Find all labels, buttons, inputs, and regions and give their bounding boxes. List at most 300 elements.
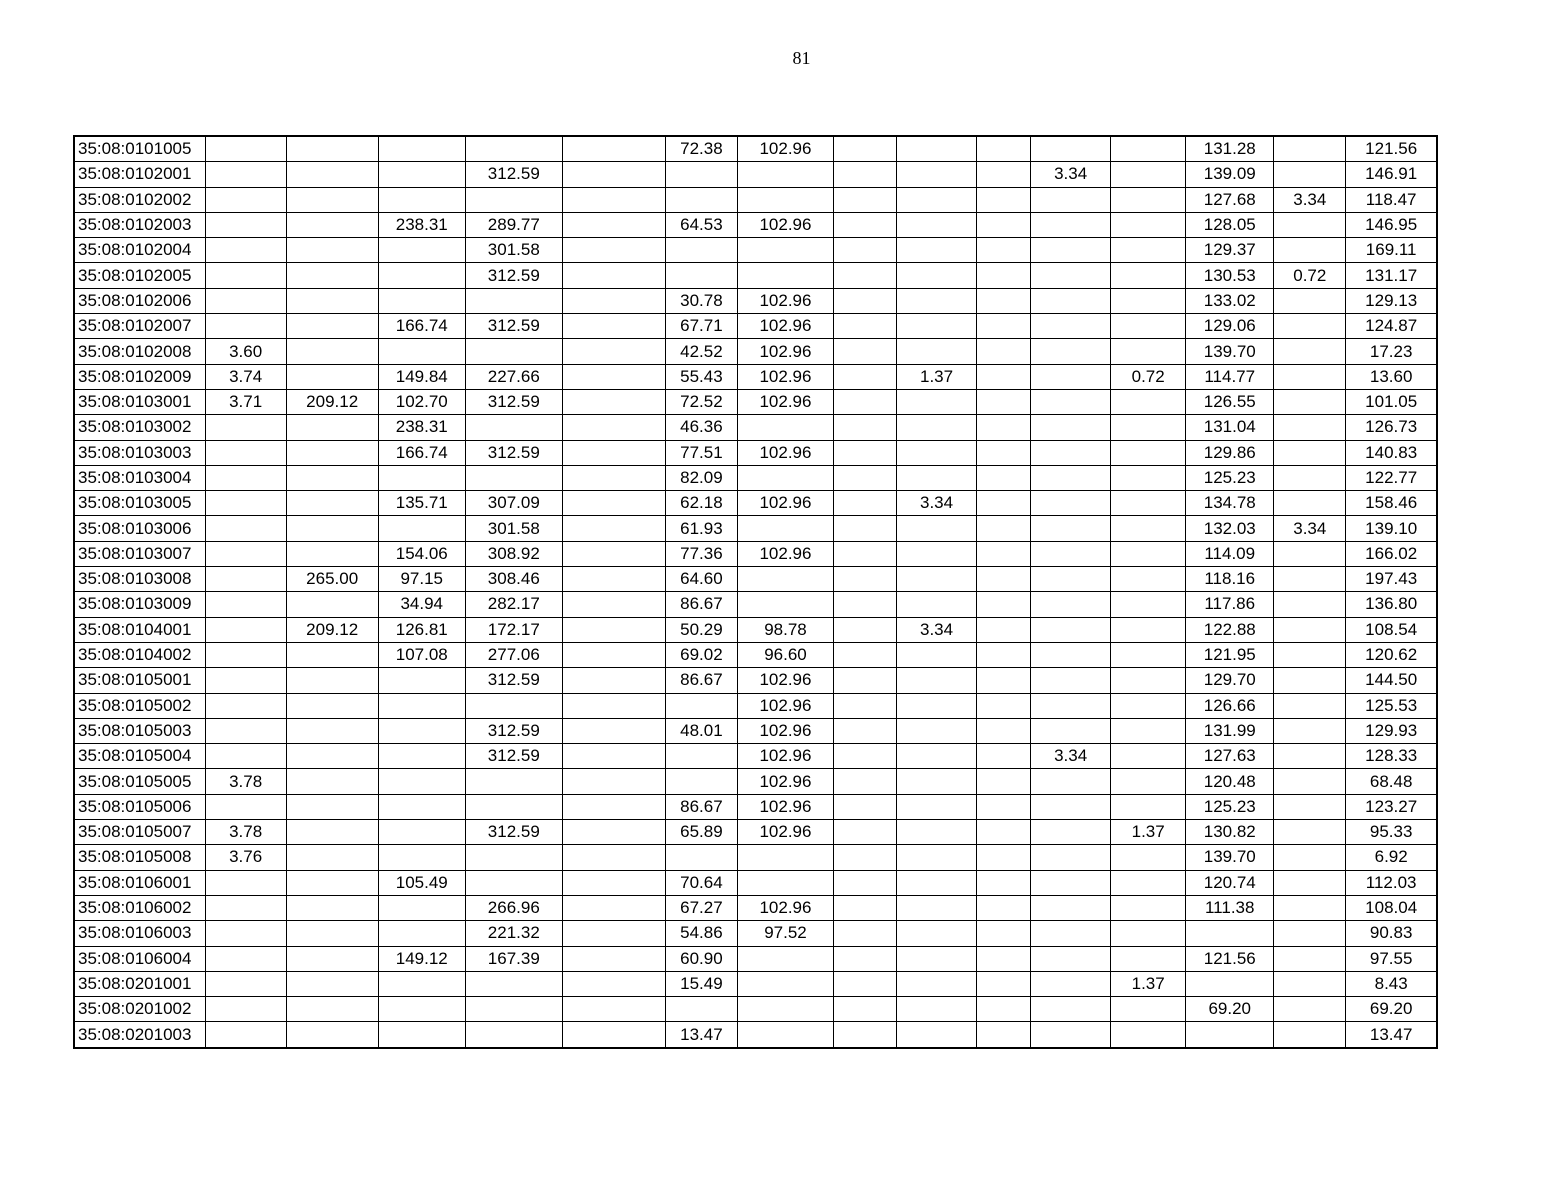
value-cell <box>1274 617 1346 642</box>
value-cell <box>286 364 378 389</box>
value-cell <box>1111 389 1186 414</box>
value-cell <box>834 845 897 870</box>
value-cell <box>378 136 465 162</box>
value-cell <box>1111 465 1186 490</box>
value-cell: 102.96 <box>737 794 833 819</box>
value-cell <box>205 668 286 693</box>
value-cell <box>1274 541 1346 566</box>
value-cell <box>205 491 286 516</box>
value-cell <box>897 440 977 465</box>
value-cell <box>286 668 378 693</box>
value-cell: 139.09 <box>1186 162 1274 187</box>
value-cell <box>977 820 1031 845</box>
value-cell <box>286 212 378 237</box>
value-cell <box>1111 592 1186 617</box>
value-cell <box>834 162 897 187</box>
cadastral-id-cell: 35:08:0104001 <box>74 617 205 642</box>
table-row <box>74 794 1437 819</box>
value-cell <box>1274 238 1346 263</box>
value-cell <box>977 339 1031 364</box>
value-cell <box>1274 769 1346 794</box>
value-cell <box>562 642 665 667</box>
value-cell <box>977 162 1031 187</box>
table-row <box>74 592 1437 617</box>
value-cell: 149.84 <box>378 364 465 389</box>
value-cell <box>834 491 897 516</box>
value-cell <box>1111 718 1186 743</box>
cadastral-id-cell: 35:08:0105002 <box>74 693 205 718</box>
value-cell <box>834 263 897 288</box>
value-cell <box>1274 820 1346 845</box>
value-cell <box>1031 693 1111 718</box>
value-cell: 102.96 <box>737 769 833 794</box>
value-cell <box>562 820 665 845</box>
value-cell <box>1111 921 1186 946</box>
value-cell <box>378 820 465 845</box>
value-cell: 277.06 <box>465 642 562 667</box>
value-cell <box>1111 870 1186 895</box>
value-cell <box>977 946 1031 971</box>
value-cell <box>1031 921 1111 946</box>
value-cell <box>737 845 833 870</box>
value-cell <box>834 744 897 769</box>
cadastral-id-cell: 35:08:0105008 <box>74 845 205 870</box>
value-cell <box>1111 212 1186 237</box>
value-cell: 77.36 <box>665 541 737 566</box>
value-cell: 117.86 <box>1186 592 1274 617</box>
value-cell <box>465 845 562 870</box>
value-cell: 34.94 <box>378 592 465 617</box>
value-cell <box>562 465 665 490</box>
value-cell <box>1274 997 1346 1022</box>
value-cell <box>1274 794 1346 819</box>
value-cell: 3.76 <box>205 845 286 870</box>
value-cell <box>1031 440 1111 465</box>
value-cell <box>562 971 665 996</box>
cadastral-id-cell: 35:08:0102003 <box>74 212 205 237</box>
value-cell: 172.17 <box>465 617 562 642</box>
value-cell <box>737 238 833 263</box>
value-cell <box>205 718 286 743</box>
table-row <box>74 744 1437 769</box>
value-cell <box>1031 617 1111 642</box>
value-cell <box>977 642 1031 667</box>
value-cell <box>562 339 665 364</box>
value-cell <box>1111 491 1186 516</box>
table-row <box>74 136 1437 162</box>
value-cell <box>562 263 665 288</box>
value-cell <box>1031 567 1111 592</box>
value-cell <box>665 693 737 718</box>
value-cell: 139.70 <box>1186 339 1274 364</box>
value-cell: 312.59 <box>465 820 562 845</box>
value-cell <box>1111 440 1186 465</box>
value-cell: 140.83 <box>1346 440 1437 465</box>
value-cell <box>562 693 665 718</box>
value-cell <box>1031 212 1111 237</box>
value-cell <box>897 465 977 490</box>
value-cell <box>834 288 897 313</box>
value-cell <box>286 820 378 845</box>
table-row <box>74 288 1437 313</box>
value-cell <box>977 744 1031 769</box>
value-cell <box>665 997 737 1022</box>
value-cell <box>1031 516 1111 541</box>
value-cell: 121.95 <box>1186 642 1274 667</box>
value-cell <box>897 339 977 364</box>
value-cell: 95.33 <box>1346 820 1437 845</box>
value-cell: 125.23 <box>1186 794 1274 819</box>
value-cell <box>1111 744 1186 769</box>
value-cell: 102.96 <box>737 288 833 313</box>
value-cell: 312.59 <box>465 162 562 187</box>
cadastral-id-cell: 35:08:0103003 <box>74 440 205 465</box>
value-cell <box>834 592 897 617</box>
value-cell: 48.01 <box>665 718 737 743</box>
value-cell <box>286 592 378 617</box>
value-cell <box>1031 415 1111 440</box>
cadastral-id-cell: 35:08:0104002 <box>74 642 205 667</box>
value-cell: 102.96 <box>737 440 833 465</box>
value-cell: 167.39 <box>465 946 562 971</box>
value-cell <box>897 238 977 263</box>
table-body <box>74 136 1437 1048</box>
value-cell <box>1111 617 1186 642</box>
value-cell: 112.03 <box>1346 870 1437 895</box>
value-cell <box>977 1022 1031 1048</box>
value-cell <box>1031 364 1111 389</box>
value-cell: 135.71 <box>378 491 465 516</box>
value-cell <box>378 693 465 718</box>
table-row <box>74 668 1437 693</box>
value-cell <box>834 769 897 794</box>
value-cell: 221.32 <box>465 921 562 946</box>
cadastral-id-cell: 35:08:0102007 <box>74 314 205 339</box>
value-cell <box>1111 997 1186 1022</box>
value-cell <box>977 314 1031 339</box>
cadastral-id-cell: 35:08:0103002 <box>74 415 205 440</box>
table-row <box>74 516 1437 541</box>
value-cell <box>378 162 465 187</box>
value-cell: 128.33 <box>1346 744 1437 769</box>
value-cell: 46.36 <box>665 415 737 440</box>
value-cell <box>1111 668 1186 693</box>
value-cell <box>834 465 897 490</box>
value-cell: 265.00 <box>286 567 378 592</box>
value-cell <box>205 516 286 541</box>
value-cell: 134.78 <box>1186 491 1274 516</box>
table-row <box>74 845 1437 870</box>
table-row <box>74 971 1437 996</box>
cadastral-id-cell: 35:08:0102001 <box>74 162 205 187</box>
value-cell <box>897 794 977 819</box>
value-cell <box>286 769 378 794</box>
table-row <box>74 895 1437 920</box>
value-cell <box>834 541 897 566</box>
value-cell <box>1111 162 1186 187</box>
value-cell <box>834 238 897 263</box>
value-cell <box>562 136 665 162</box>
value-cell <box>205 465 286 490</box>
value-cell <box>1274 845 1346 870</box>
value-cell <box>1031 845 1111 870</box>
value-cell: 30.78 <box>665 288 737 313</box>
value-cell <box>1031 592 1111 617</box>
table-row <box>74 617 1437 642</box>
value-cell: 111.38 <box>1186 895 1274 920</box>
value-cell <box>205 162 286 187</box>
value-cell <box>562 744 665 769</box>
value-cell <box>1274 364 1346 389</box>
value-cell <box>1031 946 1111 971</box>
value-cell <box>1186 971 1274 996</box>
value-cell <box>897 314 977 339</box>
value-cell: 97.55 <box>1346 946 1437 971</box>
value-cell <box>834 1022 897 1048</box>
value-cell <box>897 744 977 769</box>
page-number: 81 <box>792 48 811 68</box>
value-cell <box>378 516 465 541</box>
value-cell: 127.63 <box>1186 744 1274 769</box>
value-cell <box>977 212 1031 237</box>
value-cell <box>205 997 286 1022</box>
value-cell <box>465 339 562 364</box>
value-cell <box>1274 870 1346 895</box>
value-cell <box>465 415 562 440</box>
value-cell: 67.27 <box>665 895 737 920</box>
value-cell: 129.13 <box>1346 288 1437 313</box>
value-cell: 90.83 <box>1346 921 1437 946</box>
value-cell: 289.77 <box>465 212 562 237</box>
value-cell: 166.74 <box>378 440 465 465</box>
cadastral-id-cell: 35:08:0103007 <box>74 541 205 566</box>
value-cell <box>1111 845 1186 870</box>
value-cell <box>834 212 897 237</box>
value-cell <box>1111 1022 1186 1048</box>
value-cell: 102.96 <box>737 339 833 364</box>
table-row <box>74 238 1437 263</box>
value-cell <box>1274 921 1346 946</box>
value-cell <box>465 1022 562 1048</box>
value-cell: 3.78 <box>205 820 286 845</box>
value-cell <box>205 440 286 465</box>
value-cell: 96.60 <box>737 642 833 667</box>
value-cell <box>897 693 977 718</box>
value-cell <box>286 136 378 162</box>
value-cell <box>1274 642 1346 667</box>
value-cell <box>205 288 286 313</box>
value-cell <box>834 946 897 971</box>
value-cell <box>737 1022 833 1048</box>
value-cell: 77.51 <box>665 440 737 465</box>
value-cell <box>1274 491 1346 516</box>
value-cell: 120.74 <box>1186 870 1274 895</box>
value-cell: 301.58 <box>465 238 562 263</box>
value-cell <box>1274 415 1346 440</box>
value-cell <box>1031 769 1111 794</box>
value-cell <box>1031 895 1111 920</box>
value-cell <box>205 946 286 971</box>
value-cell: 3.34 <box>1031 162 1111 187</box>
value-cell <box>1031 642 1111 667</box>
cadastral-id-cell: 35:08:0102009 <box>74 364 205 389</box>
value-cell <box>977 136 1031 162</box>
value-cell <box>1031 491 1111 516</box>
value-cell <box>286 718 378 743</box>
value-cell <box>1111 794 1186 819</box>
value-cell <box>977 693 1031 718</box>
data-table <box>73 135 1438 1049</box>
value-cell <box>1274 465 1346 490</box>
value-cell <box>737 516 833 541</box>
value-cell: 82.09 <box>665 465 737 490</box>
value-cell <box>1031 339 1111 364</box>
value-cell <box>977 870 1031 895</box>
cadastral-id-cell: 35:08:0102005 <box>74 263 205 288</box>
value-cell <box>562 769 665 794</box>
value-cell: 118.16 <box>1186 567 1274 592</box>
value-cell <box>378 997 465 1022</box>
value-cell <box>562 364 665 389</box>
value-cell <box>205 136 286 162</box>
value-cell <box>562 718 665 743</box>
value-cell <box>1031 288 1111 313</box>
value-cell: 86.67 <box>665 668 737 693</box>
value-cell: 0.72 <box>1274 263 1346 288</box>
table-row <box>74 769 1437 794</box>
value-cell: 102.96 <box>737 491 833 516</box>
value-cell <box>286 491 378 516</box>
value-cell <box>977 718 1031 743</box>
value-cell <box>562 946 665 971</box>
value-cell: 108.54 <box>1346 617 1437 642</box>
value-cell: 154.06 <box>378 541 465 566</box>
value-cell: 102.96 <box>737 212 833 237</box>
value-cell <box>1031 870 1111 895</box>
value-cell <box>897 1022 977 1048</box>
value-cell: 1.37 <box>1111 971 1186 996</box>
value-cell: 266.96 <box>465 895 562 920</box>
value-cell <box>977 440 1031 465</box>
value-cell <box>1031 187 1111 212</box>
value-cell <box>1031 465 1111 490</box>
value-cell <box>834 668 897 693</box>
value-cell <box>1274 895 1346 920</box>
value-cell <box>897 263 977 288</box>
value-cell <box>1031 238 1111 263</box>
table-row <box>74 820 1437 845</box>
value-cell <box>665 744 737 769</box>
value-cell <box>977 794 1031 819</box>
value-cell <box>665 187 737 212</box>
table-row <box>74 718 1437 743</box>
value-cell <box>562 845 665 870</box>
value-cell: 131.28 <box>1186 136 1274 162</box>
value-cell <box>737 187 833 212</box>
value-cell <box>834 870 897 895</box>
value-cell: 102.96 <box>737 744 833 769</box>
value-cell: 107.08 <box>378 642 465 667</box>
value-cell: 124.87 <box>1346 314 1437 339</box>
value-cell: 13.47 <box>1346 1022 1437 1048</box>
value-cell: 126.55 <box>1186 389 1274 414</box>
value-cell <box>834 364 897 389</box>
value-cell <box>977 187 1031 212</box>
value-cell: 312.59 <box>465 389 562 414</box>
value-cell <box>465 870 562 895</box>
value-cell: 166.02 <box>1346 541 1437 566</box>
value-cell <box>378 187 465 212</box>
value-cell <box>1111 895 1186 920</box>
value-cell <box>286 516 378 541</box>
value-cell: 13.60 <box>1346 364 1437 389</box>
value-cell: 126.81 <box>378 617 465 642</box>
value-cell <box>834 339 897 364</box>
value-cell <box>897 820 977 845</box>
value-cell: 98.78 <box>737 617 833 642</box>
value-cell: 108.04 <box>1346 895 1437 920</box>
value-cell: 122.77 <box>1346 465 1437 490</box>
value-cell <box>205 895 286 920</box>
value-cell <box>286 263 378 288</box>
cadastral-id-cell: 35:08:0105004 <box>74 744 205 769</box>
value-cell <box>834 642 897 667</box>
value-cell <box>897 921 977 946</box>
value-cell <box>378 668 465 693</box>
value-cell <box>1274 946 1346 971</box>
value-cell <box>562 162 665 187</box>
cadastral-id-cell: 35:08:0105003 <box>74 718 205 743</box>
value-cell: 102.96 <box>737 820 833 845</box>
value-cell <box>1274 136 1346 162</box>
value-cell: 69.02 <box>665 642 737 667</box>
value-cell <box>205 744 286 769</box>
value-cell: 102.96 <box>737 389 833 414</box>
value-cell: 133.02 <box>1186 288 1274 313</box>
value-cell: 169.11 <box>1346 238 1437 263</box>
cadastral-id-cell: 35:08:0106003 <box>74 921 205 946</box>
value-cell: 0.72 <box>1111 364 1186 389</box>
value-cell <box>378 794 465 819</box>
value-cell <box>897 845 977 870</box>
cadastral-id-cell: 35:08:0103006 <box>74 516 205 541</box>
value-cell <box>205 971 286 996</box>
value-cell: 70.64 <box>665 870 737 895</box>
value-cell <box>834 718 897 743</box>
value-cell: 127.68 <box>1186 187 1274 212</box>
value-cell: 131.99 <box>1186 718 1274 743</box>
value-cell: 238.31 <box>378 212 465 237</box>
value-cell <box>286 339 378 364</box>
value-cell <box>465 288 562 313</box>
cadastral-id-cell: 35:08:0106002 <box>74 895 205 920</box>
value-cell <box>1274 567 1346 592</box>
value-cell <box>286 997 378 1022</box>
table-row <box>74 263 1437 288</box>
value-cell <box>1111 946 1186 971</box>
value-cell: 86.67 <box>665 794 737 819</box>
value-cell: 126.73 <box>1346 415 1437 440</box>
table-row <box>74 541 1437 566</box>
value-cell <box>897 415 977 440</box>
value-cell <box>1274 718 1346 743</box>
value-cell: 129.37 <box>1186 238 1274 263</box>
value-cell <box>205 314 286 339</box>
value-cell <box>977 491 1031 516</box>
value-cell <box>205 794 286 819</box>
cadastral-id-cell: 35:08:0101005 <box>74 136 205 162</box>
value-cell <box>977 617 1031 642</box>
